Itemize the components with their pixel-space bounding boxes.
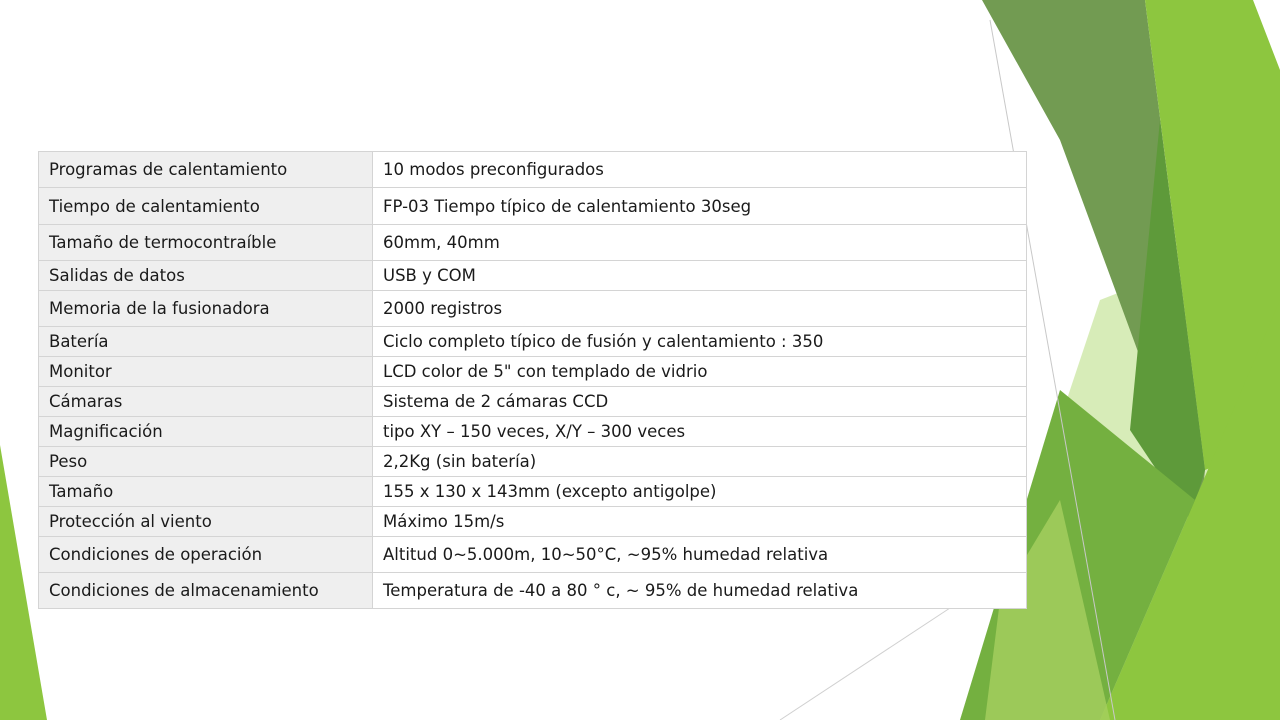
table-row: [39, 507, 1027, 537]
spec-value: USB y COM: [373, 261, 1027, 291]
table-row: [39, 291, 1027, 327]
spec-value: Ciclo completo típico de fusión y calentamiento : 350: [373, 327, 1027, 357]
spec-label: Protección al viento: [39, 507, 373, 537]
spec-value: Máximo 15m/s: [373, 507, 1027, 537]
spec-label: Tamaño: [39, 477, 373, 507]
spec-value: Temperatura de -40 a 80 ° c, ~ 95% de humedad relativa: [373, 573, 1027, 609]
table-row: [39, 225, 1027, 261]
table-row: [39, 447, 1027, 477]
spec-value: Sistema de 2 cámaras CCD: [373, 387, 1027, 417]
table-row: [39, 152, 1027, 188]
table-row: [39, 327, 1027, 357]
spec-value: tipo XY – 150 veces, X/Y – 300 veces: [373, 417, 1027, 447]
table-row: [39, 573, 1027, 609]
spec-value: LCD color de 5" con templado de vidrio: [373, 357, 1027, 387]
spec-value: 155 x 130 x 143mm (excepto antigolpe): [373, 477, 1027, 507]
spec-value: 60mm, 40mm: [373, 225, 1027, 261]
table-row: [39, 417, 1027, 447]
spec-label: Programas de calentamiento: [39, 152, 373, 188]
spec-label: Peso: [39, 447, 373, 477]
spec-label: Condiciones de almacenamiento: [39, 573, 373, 609]
spec-label: Magnificación: [39, 417, 373, 447]
spec-label: Batería: [39, 327, 373, 357]
spec-label: Tamaño de termocontraíble: [39, 225, 373, 261]
table-row: [39, 537, 1027, 573]
decor-line: [780, 608, 950, 720]
table-row: [39, 387, 1027, 417]
table-row: [39, 261, 1027, 291]
spec-label: Cámaras: [39, 387, 373, 417]
spec-label: Tiempo de calentamiento: [39, 188, 373, 225]
spec-value: 10 modos preconfigurados: [373, 152, 1027, 188]
spec-table: [38, 151, 1027, 609]
spec-value: FP-03 Tiempo típico de calentamiento 30seg: [373, 188, 1027, 225]
spec-value: Altitud 0~5.000m, 10~50°C, ~95% humedad relativa: [373, 537, 1027, 573]
spec-label: Salidas de datos: [39, 261, 373, 291]
spec-value: 2000 registros: [373, 291, 1027, 327]
spec-label: Condiciones de operación: [39, 537, 373, 573]
spec-label: Monitor: [39, 357, 373, 387]
spec-label: Memoria de la fusionadora: [39, 291, 373, 327]
table-row: [39, 477, 1027, 507]
spec-value: 2,2Kg (sin batería): [373, 447, 1027, 477]
table-row: [39, 357, 1027, 387]
table-row: [39, 188, 1027, 225]
